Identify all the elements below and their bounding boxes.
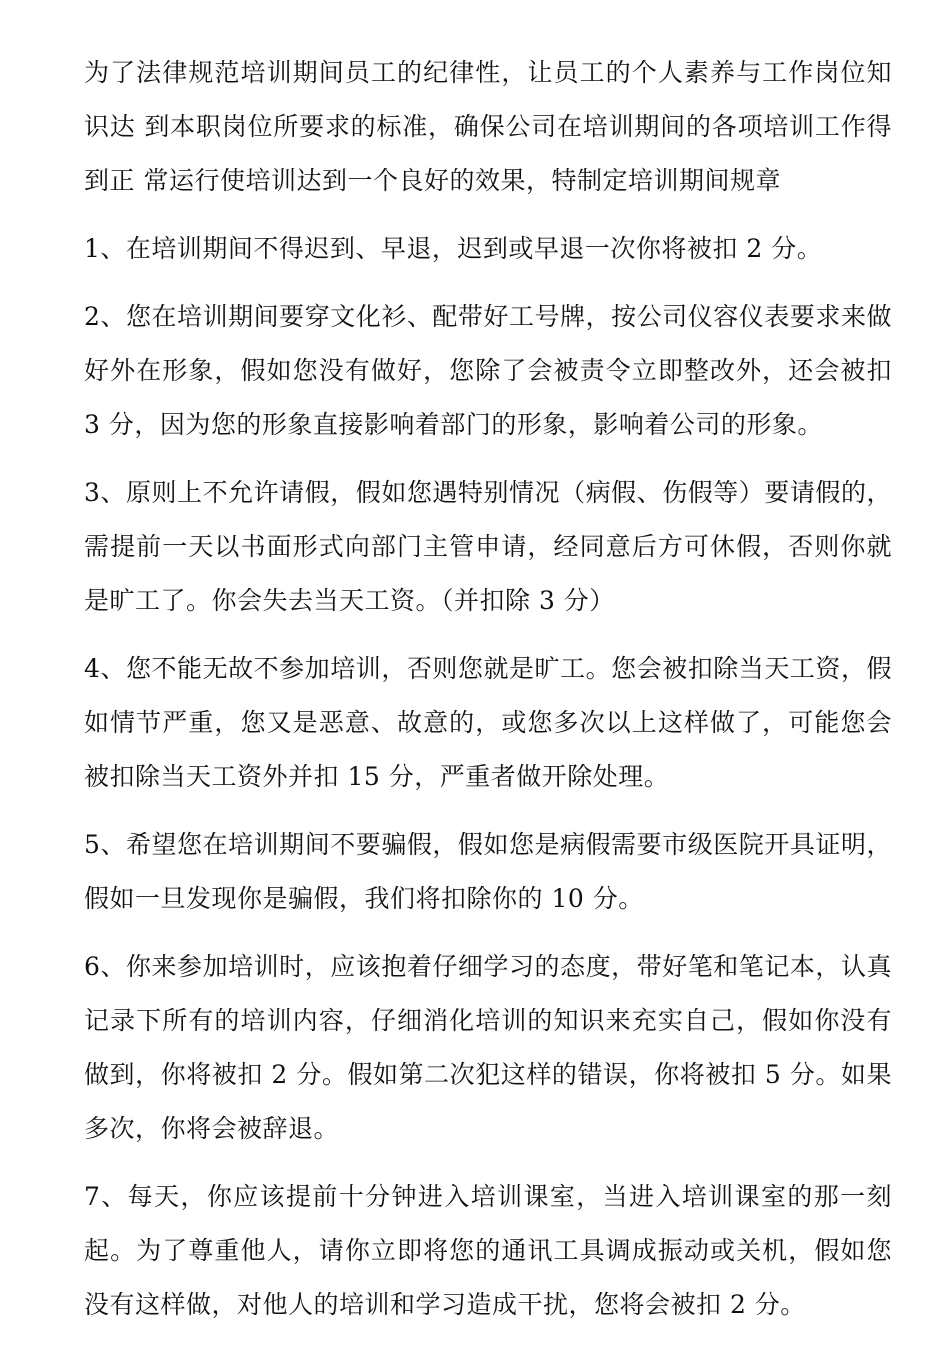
intro-paragraph: 为了法律规范培训期间员工的纪律性，让员工的个人素养与工作岗位知识达 到本职岗位所要求的标准，确保公司在培训期间的各项培训工作得到正 常运行使培训达到一个良好的效果，特制定培训期间规章: [84, 58, 892, 195]
rule-4-paragraph: 4、您不能无故不参加培训，否则您就是旷工。您会被扣除当天工资，假如情节严重，您又是恶意、故意的，或您多次以上这样做了，可能您会被扣除当天工资外并扣 15 分，严重者做开除处理。: [84, 654, 892, 791]
rule-6-paragraph: 6、你来参加培训时，应该抱着仔细学习的态度，带好笔和笔记本，认真记录下所有的培训内容，仔细消化培训的知识来充实自己，假如你没有做到，你将被扣 2 分。假如第二次犯这样的错误，你将被扣 5 分。如果多次，你将会被辞退。: [84, 952, 892, 1143]
rule-7-paragraph: 7、每天，你应该提前十分钟进入培训课室，当进入培训课室的那一刻起。为了尊重他人，请你立即将您的通讯工具调成振动或关机，假如您没有这样做，对他人的培训和学习造成干扰，您将会被扣 2 分。: [84, 1182, 892, 1319]
rule-5-paragraph: 5、希望您在培训期间不要骗假，假如您是病假需要市级医院开具证明，假如一旦发现你是骗假，我们将扣除你的 10 分。: [84, 830, 892, 913]
rule-1-paragraph: 1、在培训期间不得迟到、早退，迟到或早退一次你将被扣 2 分。: [84, 234, 823, 263]
rule-2-paragraph: 2、您在培训期间要穿文化衫、配带好工号牌，按公司仪容仪表要求来做好外在形象，假如您没有做好，您除了会被责令立即整改外，还会被扣 3 分，因为您的形象直接影响着部门的形象，影响着公司的形象。: [84, 302, 901, 439]
rule-3-paragraph: 3、原则上不允许请假，假如您遇特别情况（病假、伤假等）要请假的，需提前一天以书面形式向部门主管申请，经同意后方可休假，否则你就是旷工了。你会失去当天工资。（并扣除 3 分）: [84, 478, 892, 615]
document-body: [84, 46, 901, 1346]
